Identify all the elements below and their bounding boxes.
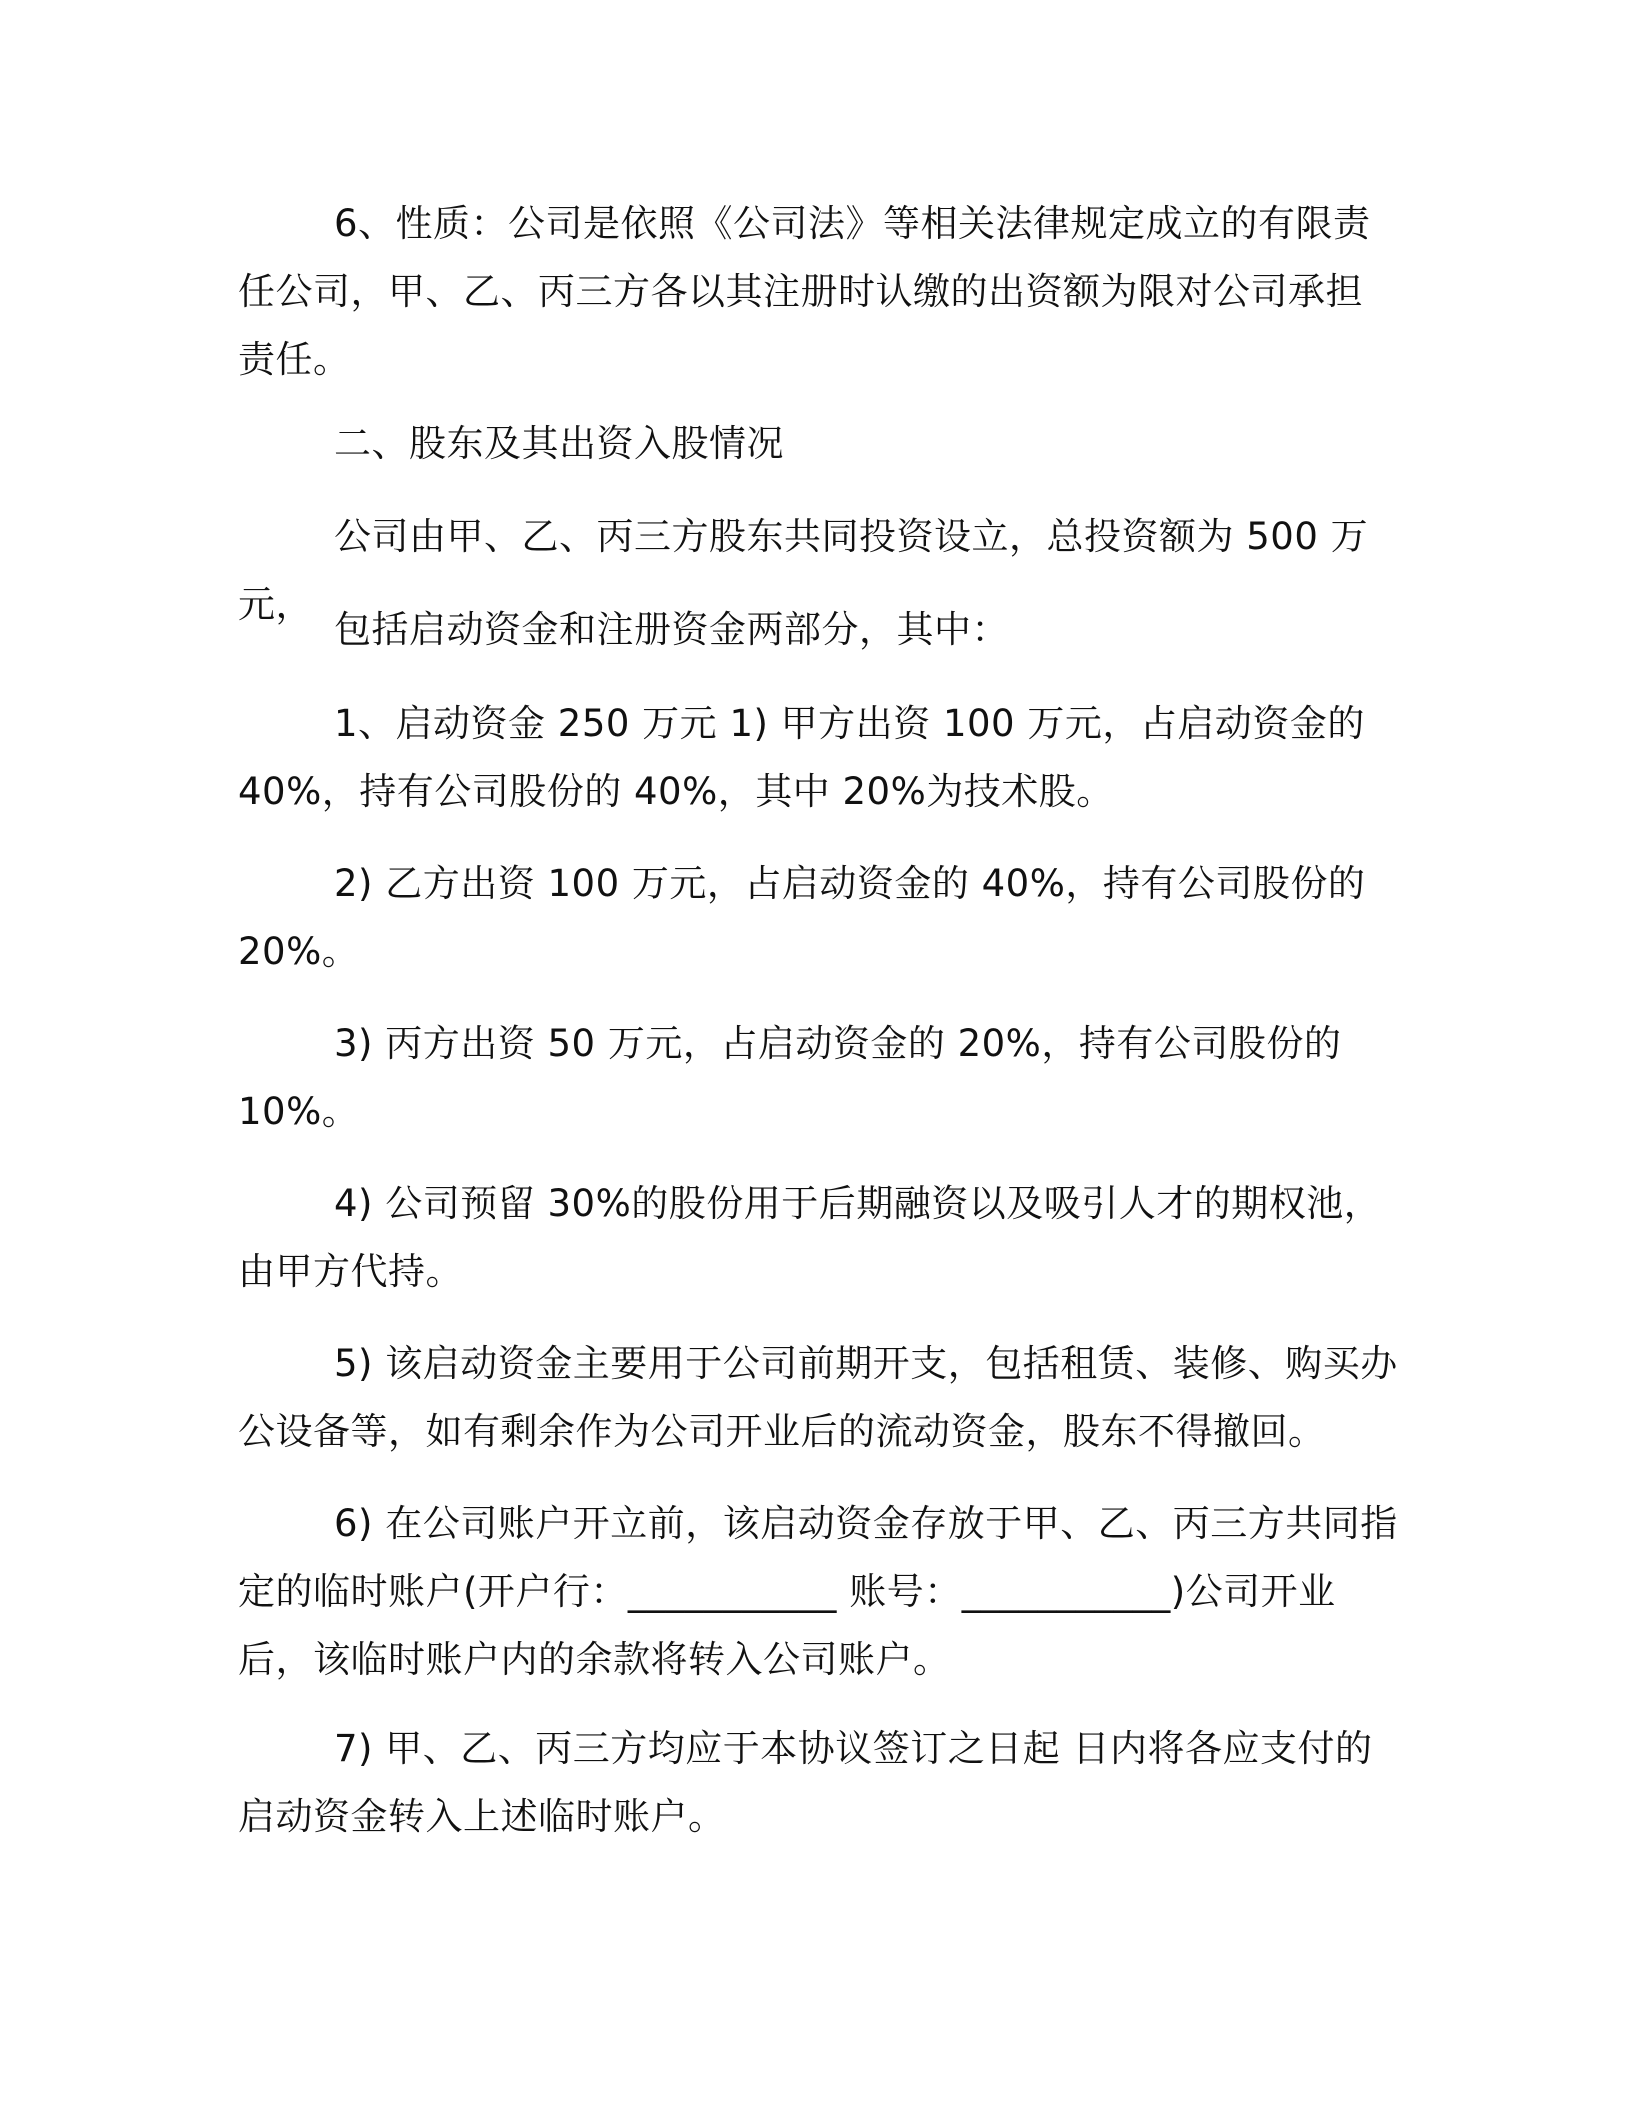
paragraph-option-pool: 4) 公司预留 30%的股份用于后期融资以及吸引人才的期权池，由甲方代持。 bbox=[238, 1182, 1382, 1293]
paragraph-transfer-deadline: 7) 甲、乙、丙三方均应于本协议签订之日起 日内将各应支付的启动资金转入上述临时账户。 bbox=[238, 1727, 1373, 1838]
paragraph-capital-usage: 5) 该启动资金主要用于公司前期开支，包括租赁、装修、购买办公设备等，如有剩余作为公司开业后的流动资金，股东不得撤回。 bbox=[238, 1342, 1398, 1453]
paragraph-total-investment: 公司由甲、乙、丙三方股东共同投资设立，总投资额为 500 万元， bbox=[238, 515, 1369, 626]
paragraph-temporary-account: 6) 在公司账户开立前，该启动资金存放于甲、乙、丙三方共同指定的临时账户(开户行：___________ 账号：___________)公司开业后，该临时账户内的余款将转入公司账户。 bbox=[238, 1502, 1398, 1681]
paragraph-startup-capital-party-a: 1、启动资金 250 万元 1) 甲方出资 100 万元，占启动资金的 40%，持有公司股份的 40%，其中 20%为技术股。 bbox=[238, 702, 1365, 813]
paragraph-party-c: 3) 丙方出资 50 万元，占启动资金的 20%，持有公司股份的 10%。 bbox=[238, 1022, 1342, 1133]
paragraph-nature: 6、性质：公司是依照《公司法》等相关法律规定成立的有限责任公司，甲、乙、丙三方各以其注册时认缴的出资额为限对公司承担责任。 bbox=[238, 202, 1371, 381]
section-heading-shareholders: 二、股东及其出资入股情况 bbox=[334, 422, 784, 465]
paragraph-party-b: 2) 乙方出资 100 万元，占启动资金的 40%，持有公司股份的 20%。 bbox=[238, 862, 1366, 973]
paragraph-capital-parts: 包括启动资金和注册资金两部分，其中： bbox=[334, 608, 1009, 651]
